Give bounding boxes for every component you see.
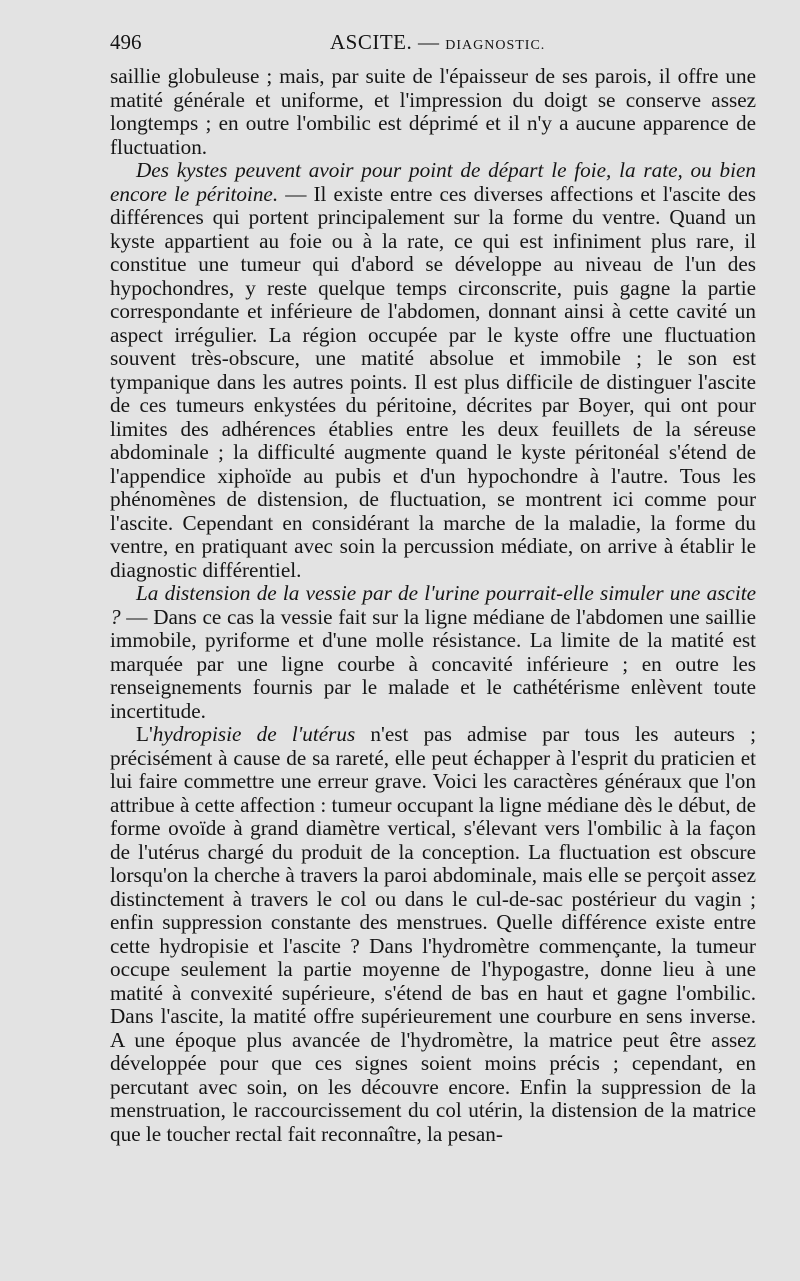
running-head bbox=[330, 30, 545, 55]
paragraph-vessie-text: — Dans ce cas la vessie fait sur la ligne médiane de l'abdomen une saillie immobile, pyriforme et d'une molle résistance. La limite de la matité est marquée par une ligne courbe à concavité inférieure ; en outre les renseignements fournis par le malade et le cathétérisme enlèvent toute incertitude. bbox=[110, 604, 756, 723]
paragraph-uterus-lead: L' bbox=[136, 722, 153, 746]
paragraph-vessie bbox=[110, 582, 756, 723]
running-head-title: ASCITE. bbox=[330, 30, 413, 54]
paragraph-1-text: saillie globuleuse ; mais, par suite de l'épaisseur de ses parois, il offre une matité générale et uniforme, et l'impression du doigt se conserve assez longtemps ; en outre l'ombilic est déprimé et il n'y a aucune apparence de fluctuation. bbox=[110, 64, 756, 159]
paragraph-kystes-heading: Des kystes peuvent avoir pour point de départ le foie, la rate, ou bien encore le péritoine. bbox=[110, 158, 756, 206]
paragraph-1 bbox=[110, 65, 756, 159]
page-header bbox=[110, 30, 756, 62]
paragraph-uterus-heading: hydropisie de l'utérus bbox=[152, 722, 356, 746]
page-number: 496 bbox=[110, 30, 142, 54]
paragraph-vessie-heading: La distension de la vessie par de l'urine pourrait-elle simuler une ascite ? bbox=[110, 581, 756, 629]
paragraph-kystes-text: — Il existe entre ces diverses affections et l'ascite des différences qui portent principalement sur la forme du ventre. Quand un kyste appartient au foie ou à la rate, ce qui est infiniment plus rare, il constitue une tumeur qui d'abord se développe au niveau de l'un des hypochondres, y reste quelque temps circonscrite, puis gagne la partie correspondante et inférieure de l'abdomen, donnant ainsi à cette cavité un aspect irrégulier. La région occupée par le kyste offre une fluctuation souvent très-obscure, une matité absolue et immobile ; le son est tympanique dans les autres points. Il est plus difficile de distinguer l'ascite de ces tumeurs enkystées du péritoine, décrites par Boyer, qui ont pour limites des adhérences établies entre les deux feuillets de la séreuse abdominale ; la difficulté augmente quand le kyste péritonéal s'étend de l'appendice xiphoïde au pubis et d'un hypochondre à l'autre. Tous les phénomènes de distension, de fluctuation, se montrent ici comme pour l'ascite. Cependant en considérant la marche de la maladie, la forme du ventre, en pratiquant avec soin la percussion médiate, on arrive à établir le diagnostic différentiel. bbox=[110, 181, 756, 582]
paragraph-uterus-text: n'est pas admise par tous les auteurs ; précisément à cause de sa rareté, elle peut échapper à l'esprit du praticien et lui faire commettre une erreur grave. Voici les caractères généraux que l'on attribue à cette affection : tumeur occupant la ligne médiane dès le début, de forme ovoïde à grand diamètre vertical, s'élevant vers l'ombilic à la façon de l'utérus chargé du produit de la conception. La fluctuation est obscure lorsqu'on la cherche à travers la paroi abdominale, mais elle se perçoit assez distinctement à travers le col ou dans le cul-de-sac postérieur du vagin ; enfin suppression constante des menstrues. Quelle différence existe entre cette hydropisie et l'ascite ? Dans l'hydromètre commençante, la tumeur occupe seulement la partie moyenne de l'hypogastre, donne lieu à une matité à convexité supérieure, s'étend de bas en haut et gagne l'ombilic. Dans l'ascite, la matité offre supérieurement une courbure en sens inverse. A une époque plus avancée de l'hydromètre, la matrice peut être assez développée pour que ces signes soient moins précis ; cependant, en percutant avec soin, on les découvre encore. Enfin la suppression de la menstruation, le raccourcissement du col utérin, la distension de la matrice que le toucher rectal fait reconnaître, la pesan- bbox=[110, 722, 757, 1146]
paragraph-kystes bbox=[110, 159, 756, 582]
running-head-dash: — bbox=[418, 30, 440, 54]
running-head-section: DIAGNOSTIC. bbox=[445, 38, 546, 53]
paragraph-uterus bbox=[110, 723, 756, 1146]
body-text bbox=[110, 65, 756, 1146]
